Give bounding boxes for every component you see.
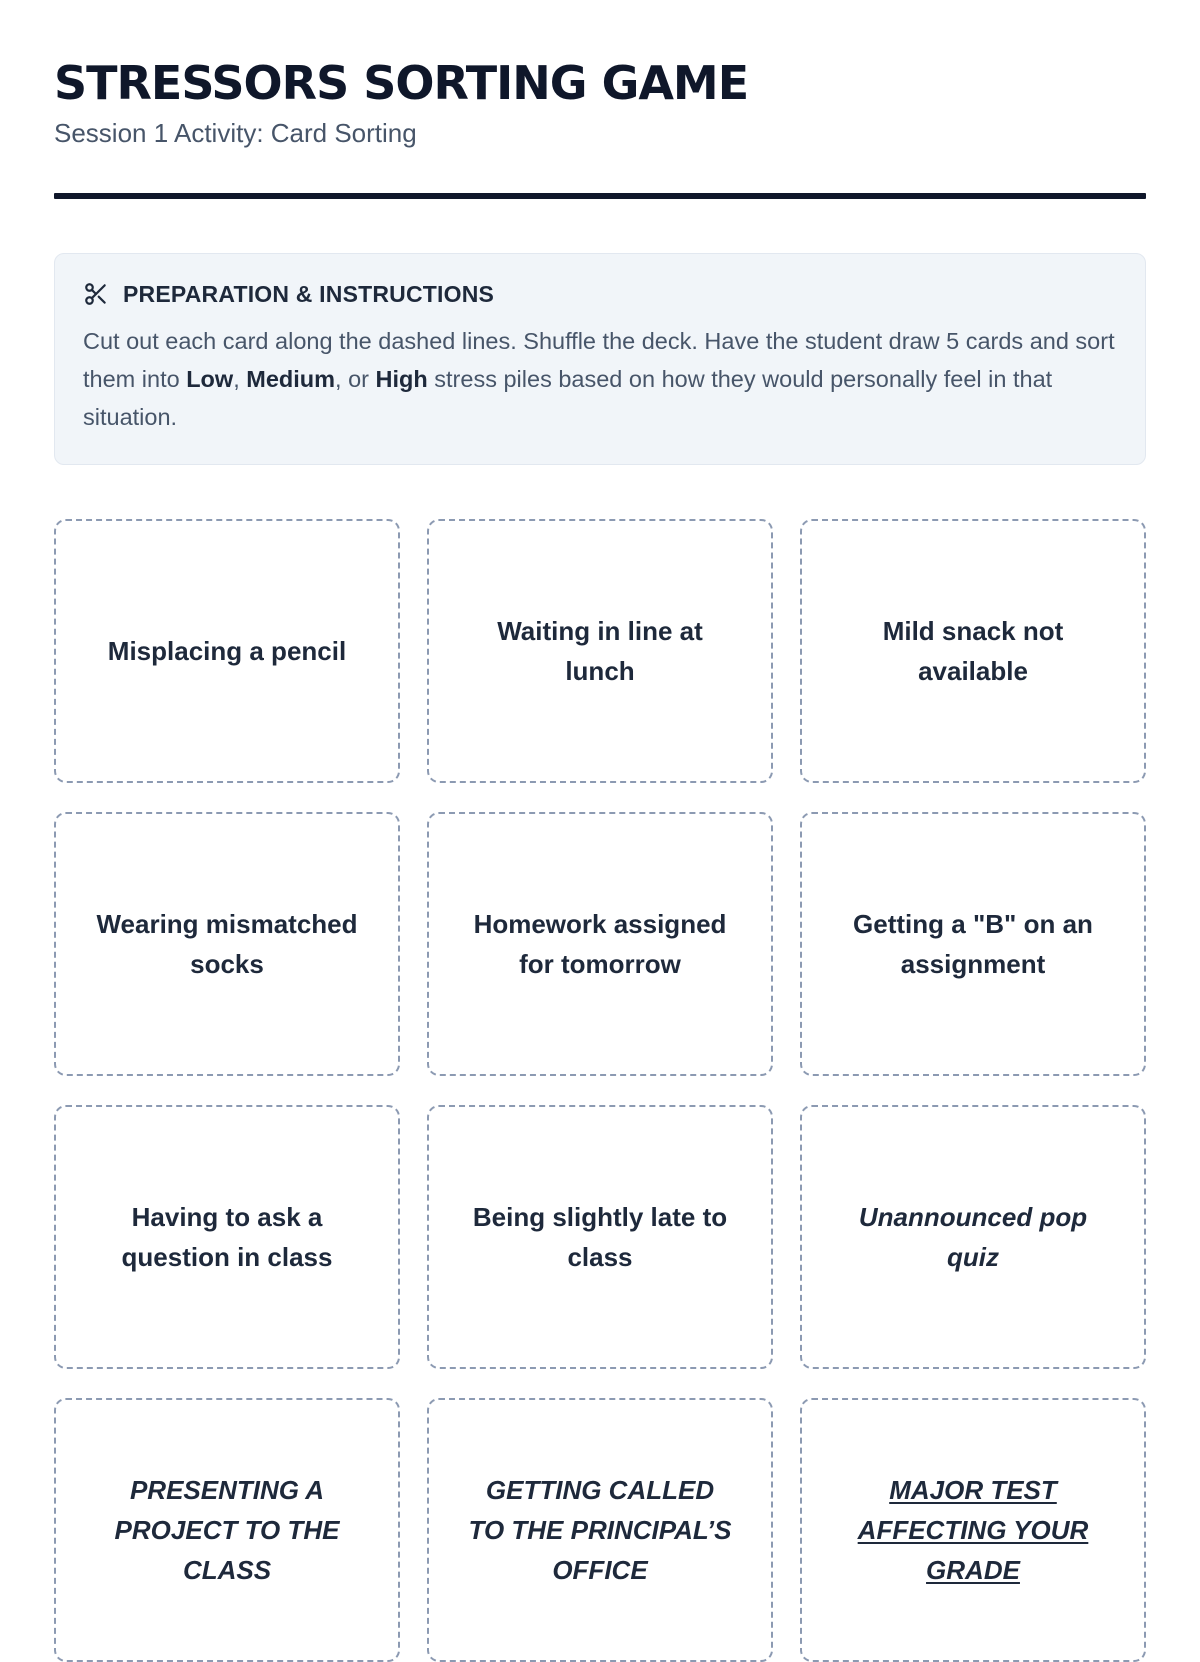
stressor-card [427, 1398, 773, 1662]
card-text: Having to ask a question in class [121, 1202, 333, 1272]
stressor-card [427, 519, 773, 783]
instructions-header [83, 280, 1117, 308]
instructions-text-outro: stress piles based on how they would personally feel in that situation. [83, 366, 1053, 430]
page-title: STRESSORS SORTING GAME [54, 56, 749, 110]
card-text: Waiting in line at lunch [497, 616, 703, 686]
instructions-sep-1: , [233, 366, 247, 392]
card-grid [54, 519, 1146, 1662]
instructions-text [83, 322, 1117, 436]
card-text: Mild snack not available [882, 616, 1064, 686]
card-text: Getting a "B" on an assignment [853, 909, 1093, 979]
stressor-card [427, 812, 773, 1076]
scissors-icon [83, 281, 109, 307]
instructions-box [54, 253, 1146, 465]
level-high: High [375, 366, 428, 392]
card-text: Homework assigned for tomorrow [473, 909, 727, 979]
level-low: Low [186, 366, 234, 392]
stressor-card [800, 812, 1146, 1076]
card-text: Misplacing a pencil [107, 636, 347, 666]
card-text: PRESENTING A PROJECT TO THE CLASS [114, 1475, 340, 1585]
card-text: Being slightly late to class [472, 1202, 728, 1272]
stressor-card [800, 1398, 1146, 1662]
page-subtitle: Session 1 Activity: Card Sorting [54, 118, 417, 148]
instructions-title: PREPARATION & INSTRUCTIONS [123, 281, 495, 307]
header-divider [54, 193, 1146, 199]
stressor-card [800, 519, 1146, 783]
stressor-card [54, 519, 400, 783]
card-text: MAJOR TEST AFFECTING YOUR GRADE [857, 1475, 1089, 1585]
card-text: GETTING CALLED TO THE PRINCIPAL’S OFFICE [468, 1475, 732, 1585]
stressor-card [800, 1105, 1146, 1369]
card-text: Unannounced pop quiz [858, 1202, 1088, 1272]
stressor-card [54, 812, 400, 1076]
instructions-text-intro: Cut out each card along the dashed lines. Shuffle the deck. Have the student draw 5 cards and sort them into [83, 328, 1115, 392]
stressor-card [54, 1398, 400, 1662]
card-text: Wearing mismatched socks [96, 909, 358, 979]
level-medium: Medium [246, 366, 336, 392]
stressor-card [427, 1105, 773, 1369]
stressor-card [54, 1105, 400, 1369]
instructions-sep-2: , or [335, 366, 376, 392]
